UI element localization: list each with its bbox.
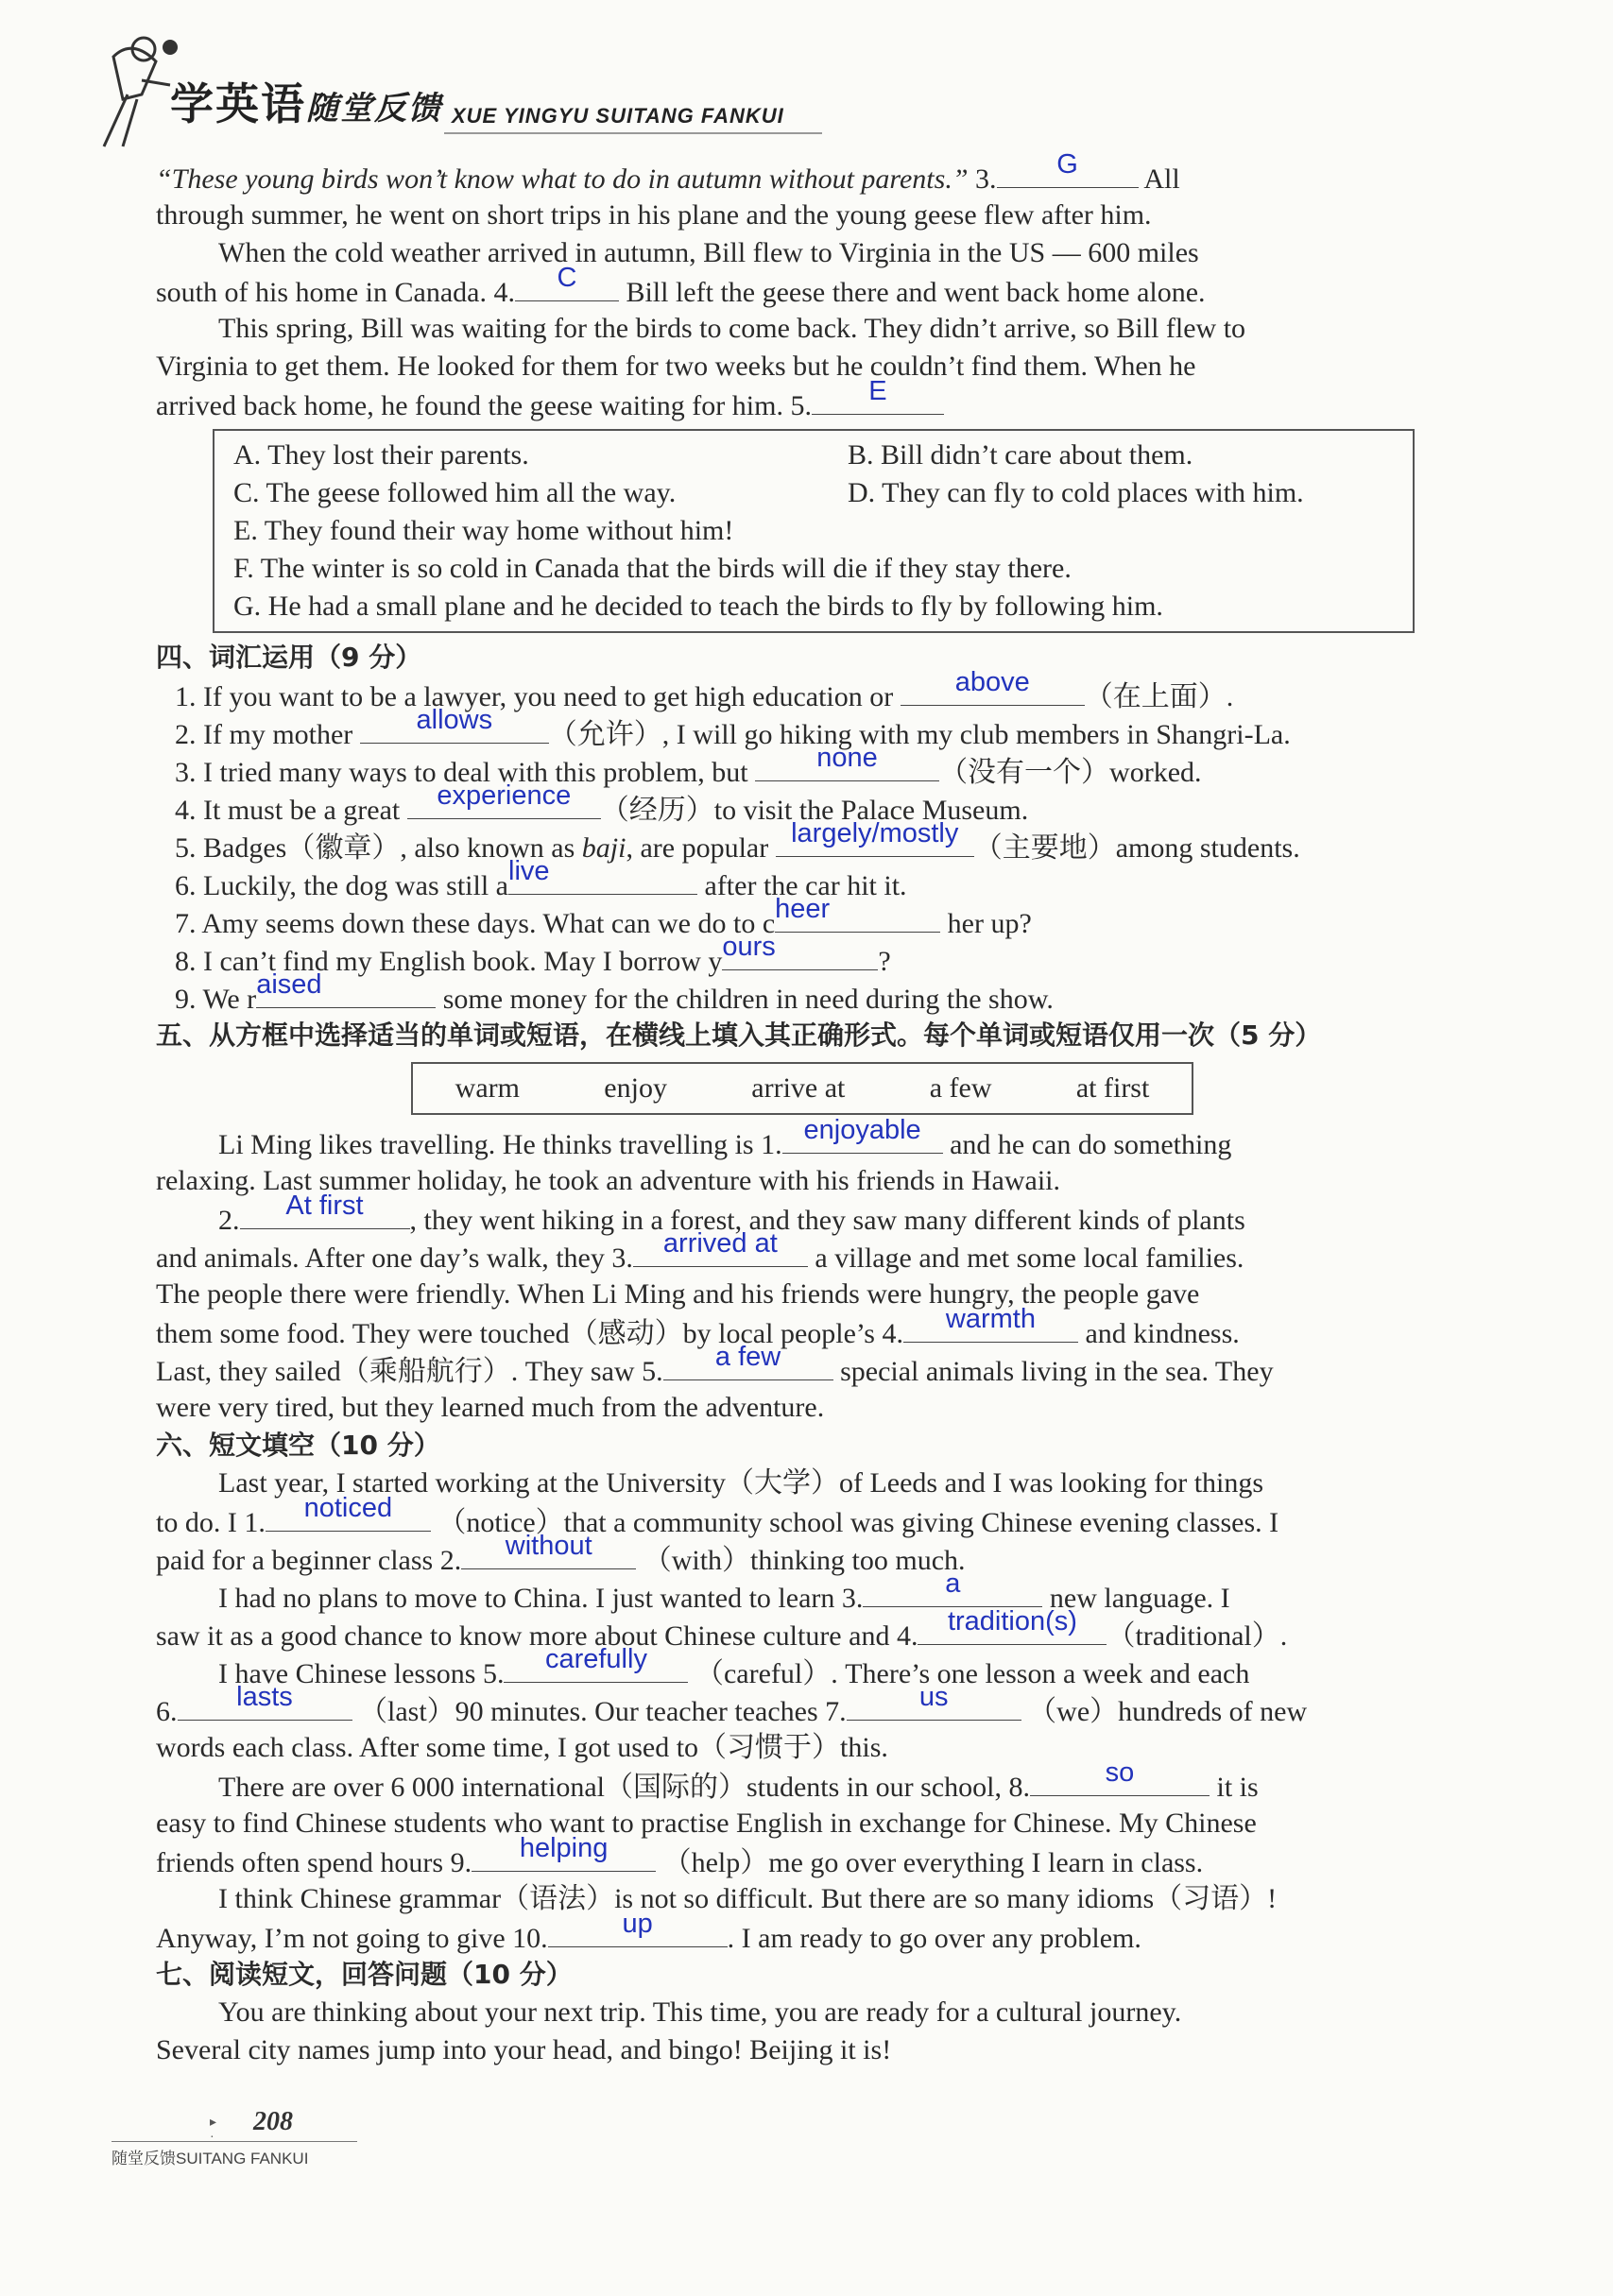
answer-blank[interactable]: E: [812, 386, 944, 415]
options-box: [213, 429, 1415, 633]
word-bank-item: enjoy: [604, 1072, 667, 1104]
answer-blank[interactable]: lasts: [178, 1691, 352, 1721]
text-line: and animals. After one day’s walk, they 3. arrived at a village and met some local families.: [156, 1228, 1244, 1274]
text-line: I think Chinese grammar（语法）is not so difficult. But there are so many idioms（习语）!: [218, 1883, 1278, 1914]
text-line: arrived back home, he found the geese waiting for him. 5. E: [156, 386, 1450, 423]
answer-blank[interactable]: tradition(s): [918, 1616, 1107, 1645]
word-bank-item: at first: [1075, 1072, 1150, 1104]
option-b: B. Bill didn’t care about them.: [848, 439, 1193, 471]
vocab-item: 8. I can’t find my English book. May I borrow y ours ?: [175, 932, 891, 977]
answer-blank[interactable]: noticed: [266, 1502, 431, 1532]
text-line: paid for a beginner class 2. without （with）thinking too much.: [156, 1531, 966, 1576]
text-line: You are thinking about your next trip. This time, you are ready for a cultural journey.: [218, 1996, 1182, 2028]
text-line: I had no plans to move to China. I just wanted to learn 3. a new language. I: [218, 1568, 1230, 1614]
vocab-item: 5. Badges（徽章）, also known as baji, are popular largely/mostly （主要地）among students.: [175, 818, 1300, 864]
page-number: 208: [253, 2107, 293, 2136]
text-line: were very tired, but they learned much from the adventure.: [156, 1392, 825, 1423]
option-f: F. The winter is so cold in Canada that the birds will die if they stay there.: [233, 553, 1072, 584]
option-a: A. They lost their parents.: [233, 439, 529, 471]
text-line: When the cold weather arrived in autumn, Bill flew to Virginia in the US — 600 miles: [218, 237, 1199, 268]
answer-blank[interactable]: helping: [472, 1842, 656, 1872]
answer-blank[interactable]: none: [755, 752, 939, 781]
vocab-item: 2. If my mother allows （允许）, I will go hiking with my club members in Shangri-La.: [175, 705, 1291, 750]
text-line: 2. At first , they went hiking in a forest, and they saw many different kinds of plants: [218, 1191, 1245, 1236]
vocab-item: 6. Luckily, the dog was still a live after the car hit it.: [175, 856, 907, 901]
worksheet-content: [156, 149, 1450, 2069]
answer-blank[interactable]: allows: [360, 714, 549, 744]
section-6-title: 六、短文填空（10 分）: [156, 1430, 440, 1461]
text-line: Last year, I started working at the University（大学）of Leeds and I was looking for things: [218, 1467, 1264, 1499]
word-bank-item: warm: [455, 1072, 520, 1104]
text-line: south of his home in Canada. 4. C Bill left the geese there and went back home alone.: [156, 263, 1206, 308]
answer-blank[interactable]: heer: [775, 903, 940, 933]
footer-brand: 随堂反馈SUITANG FANKUI: [112, 2150, 309, 2167]
brand-subtitle: XUE YINGYU SUITANG FANKUI: [452, 104, 784, 128]
page-header: [85, 28, 822, 151]
text-line: words each class. After some time, I got used to（习惯于）this.: [156, 1732, 888, 1763]
answer-blank[interactable]: enjoyable: [782, 1124, 943, 1154]
text-line: them some food. They were touched（感动）by local people’s 4. warmth and kindness.: [156, 1304, 1240, 1349]
text-line: 6. lasts （last）90 minutes. Our teacher teaches 7. us （we）hundreds of new: [156, 1682, 1308, 1727]
answer-blank[interactable]: without: [461, 1540, 636, 1569]
page-arrow-icon: ▸ ·: [210, 2116, 217, 2145]
option-e: E. They found their way home without him!: [233, 515, 734, 546]
footer-divider: [112, 2141, 357, 2142]
answer-blank[interactable]: a few: [663, 1351, 833, 1380]
header-divider: [444, 132, 822, 134]
vocab-item: 4. It must be a great experience （经历）to visit the Palace Museum.: [175, 780, 1029, 826]
option-d: D. They can fly to cold places with him.: [848, 477, 1304, 508]
answer-blank[interactable]: so: [1030, 1767, 1210, 1796]
answer-blank[interactable]: largely/mostly: [776, 828, 974, 857]
vocab-item: 1. If you want to be a lawyer, you need to get high education or above （在上面）.: [175, 667, 1234, 712]
vocab-item: 3. I tried many ways to deal with this problem, but none （没有一个）worked.: [175, 743, 1202, 788]
option-g: G. He had a small plane and he decided to teach the birds to fly by following him.: [233, 591, 1163, 622]
text-line: Several city names jump into your head, and bingo! Beijing it is!: [156, 2034, 892, 2065]
text-line: Anyway, I’m not going to give 10. up . I am ready to go over any problem.: [156, 1909, 1141, 1954]
answer-blank[interactable]: up: [548, 1918, 728, 1947]
vocab-item: 7. Amy seems down these days. What can we do to c heer her up?: [175, 894, 1032, 939]
text-line: Li Ming likes travelling. He thinks travelling is 1. enjoyable and he can do something: [218, 1115, 1232, 1160]
text-line: saw it as a good chance to know more about Chinese culture and 4. tradition(s) （traditional）.: [156, 1606, 1288, 1652]
option-c: C. The geese followed him all the way.: [233, 477, 677, 508]
text-line: I have Chinese lessons 5. carefully （careful）. There’s one lesson a week and each: [218, 1644, 1250, 1689]
brand-title: 学英语随堂反馈: [170, 78, 442, 129]
text-line: “These young birds won’t know what to do in autumn without parents.” 3. G All: [156, 149, 1180, 195]
answer-blank[interactable]: carefully: [504, 1653, 688, 1683]
answer-blank[interactable]: aised: [256, 979, 436, 1008]
text-line: through summer, he went on short trips in his plane and the young geese flew after him.: [156, 199, 1152, 231]
text-line: relaxing. Last summer holiday, he took an adventure with his friends in Hawaii.: [156, 1165, 1060, 1196]
answer-blank[interactable]: At first: [240, 1200, 410, 1229]
word-bank-box: [411, 1062, 1193, 1115]
answer-blank[interactable]: experience: [407, 790, 601, 819]
word-bank-item: arrive at: [751, 1072, 846, 1104]
text-line: This spring, Bill was waiting for the birds to come back. They didn’t arrive, so Bill flew to: [218, 313, 1246, 344]
answer-blank[interactable]: us: [847, 1691, 1021, 1721]
answer-blank[interactable]: arrived at: [633, 1238, 808, 1267]
text-line: to do. I 1. noticed （notice）that a community school was giving Chinese evening classes. I: [156, 1493, 1279, 1538]
answer-blank[interactable]: C: [515, 272, 619, 301]
text-line: The people there were friendly. When Li Ming and his friends were hungry, the people gave: [156, 1278, 1200, 1310]
answer-blank[interactable]: G: [997, 159, 1139, 188]
section-5-title: 五、从方框中选择适当的单词或短语，在横线上填入其正确形式。每个单词或短语仅用一次（5 分）: [156, 1019, 1322, 1051]
text-line: easy to find Chinese students who want to practise English in exchange for Chinese. My Chinese: [156, 1808, 1257, 1839]
word-bank-item: a few: [929, 1072, 992, 1104]
vocab-item: 9. We r aised some money for the children in need during the show.: [175, 969, 1054, 1015]
text-line: Last, they sailed（乘船航行）. They saw 5. a few special animals living in the sea. They: [156, 1342, 1274, 1387]
section-4-title: 四、词汇运用（9 分）: [156, 642, 422, 673]
answer-blank[interactable]: a: [863, 1578, 1042, 1607]
answer-blank[interactable]: live: [508, 865, 697, 895]
section-7-title: 七、阅读短文，回答问题（10 分）: [156, 1959, 573, 1990]
text-line: friends often spend hours 9. helping （help）me go over everything I learn in class.: [156, 1833, 1204, 1878]
answer-blank[interactable]: warmth: [903, 1313, 1078, 1343]
text-line: There are over 6 000 international（国际的）students in our school, 8. so it is: [218, 1757, 1259, 1803]
answer-blank[interactable]: above: [901, 677, 1085, 706]
answer-blank[interactable]: ours: [722, 941, 878, 970]
text-line: Virginia to get them. He looked for them for two weeks but he couldn’t find them. When he: [156, 351, 1196, 382]
runner-logo-icon: [85, 28, 180, 151]
